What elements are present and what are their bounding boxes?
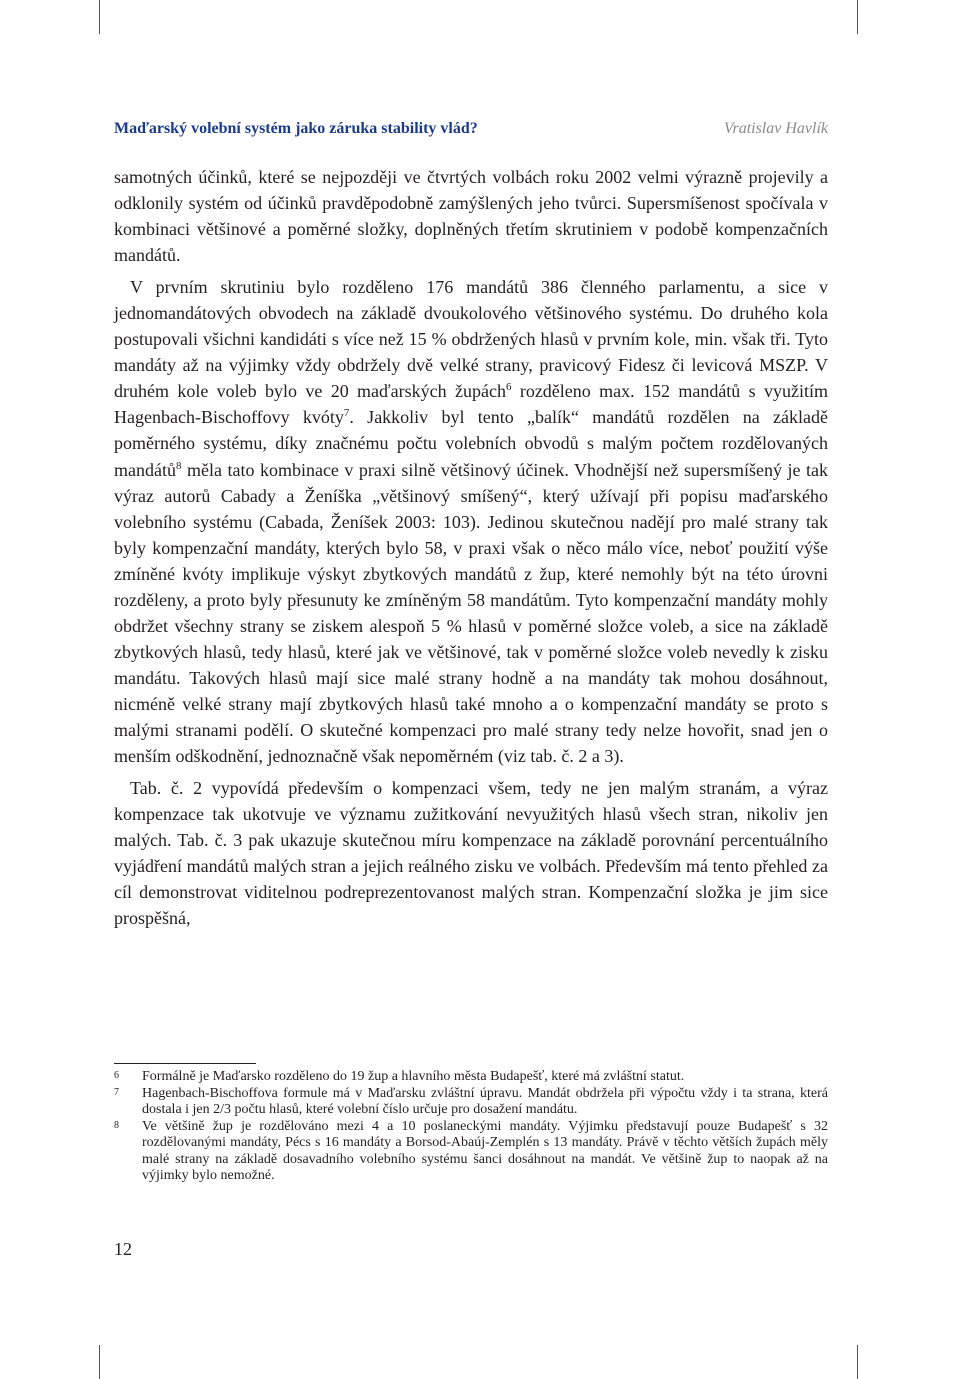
running-head	[114, 120, 828, 142]
footnote-text: Ve většině žup je rozdělováno mezi 4 a 10 poslaneckými mandáty. Výjimku představují pouze Budapešť s 32 rozdělovanými mandáty, Pécs s 16 mandáty a Borsod-Abaúj-Zemplén s 13 mandáty. Právě v těchto větších župách měly malé strany na základě dosavadního volebního systému šanci dosáhnout na mandát. Ve většině žup to naopak až na výjimky bylo nemožné.	[142, 1118, 828, 1183]
footnote-number: 7	[114, 1086, 119, 1098]
footnote-text: Hagenbach-Bischoffova formule má v Maďarsku zvláštní úpravu. Mandát obdržela při výpočtu vždy i ta strana, která dostala i jen 2/3 počtu hlasů, které volební číslo určuje pro dosažení mandátu.	[142, 1085, 828, 1117]
footnote-ref-7[interactable]: 7	[343, 407, 350, 420]
footnotes	[114, 1069, 828, 1185]
footnote-number: 8	[114, 1119, 119, 1131]
paragraph-2-part-3: . Jakkoliv byl tento „balík“ mandátů rozdělen na základě poměrného systému, díky značnému počtu volebních obvodů s malým počtem rozdělovaných mandátů	[114, 407, 828, 480]
footnote-separator	[114, 1063, 256, 1064]
footnote-7	[114, 1086, 828, 1119]
paragraph-1: samotných účinků, které se nejpozději ve čtvrtých volbách roku 2002 velmi výrazně projevily a odklonily systém od účinků pravděpodobně zamýšlených jeho tvůrci. Supersmíšenost spočívala v kombinaci většinové a poměrné složky, doplněných třetím skrutiniem v podobě kompenzačních mandátů.	[114, 167, 828, 266]
paragraph-2-part-4: měla tato kombinace v praxi silně většinový účinek. Vhodnější než supersmíšený je tak výraz autorů Cabady a Ženíška „většinový smíšený“, který užívají při popisu maďarského volebního systému (Cabada, Ženíšek 2003: 103). Jedinou skutečnou nadějí pro malé strany tak byly kompenzační mandáty, kterých bylo 58, v praxi však o něco málo více, neboť použití výše zmíněné kvóty implikuje výskyt zbytkových mandátů z žup, které nemohly být na této úrovni rozděleny, a proto byly přesunuty ke zmíněným 58 mandátům. Tyto kompenzační mandáty mohly obdržet všechny strany se ziskem alespoň 5 % hlasů v poměrné složce voleb, a sice na základě zbytkových hlasů, tedy hlasů, které jak ve většinové, tak v poměrné složce voleb nevedly k zisku mandátu. Takových hlasů mají sice malé strany hodně a na mandáty tak mohou dosáhnout, nicméně velké strany mají zbytkových hlasů také mnoho a o kompenzační mandáty se proto s malými stranami podělí. O skutečné kompenzaci pro malé strany tedy nelze hovořit, snad jen o menším odškodnění, jednoznačně však nepoměrném (viz tab. č. 2 a 3).	[114, 459, 828, 767]
paragraph-2-part-1: V prvním skrutiniu bylo rozděleno 176 mandátů 386 členného parlamentu, a sice v jednomandátových obvodech na základě dvoukolového většinového systému. Do druhého kola postupovali všichni kandidáti s více než 15 % obdržených hlasů v prvním kole, min. však tři. Tyto mandáty až na výjimky vždy obdržely dvě velké strany, pravicový Fidesz či levicová MSZP. V druhém kole voleb bylo ve 20 maďarských župách	[114, 277, 828, 402]
running-head-author: Vratislav Havlík	[723, 120, 828, 137]
paragraph-3: Tab. č. 2 vypovídá především o kompenzaci všem, tedy ne jen malým stranám, a výraz kompenzace tak ukotvuje ve významu zužitkování nevyužitých hlasů všech stran, nikoliv jen malých. Tab. č. 3 pak ukazuje skutečnou míru kompenzace na základě porovnání percentuálního vyjádření mandátů malých stran a jejich reálného zisku ve volbách. Především má tento přehled za cíl demonstrovat viditelnou podreprezentovanost malých stran. Kompenzační složka je jim sice prospěšná,	[114, 778, 828, 929]
crop-mark-bottom-right	[857, 1345, 858, 1379]
paragraph-2	[114, 274, 828, 769]
footnote-text: Formálně je Maďarsko rozděleno do 19 žup a hlavního města Budapešť, které má zvláštní statut.	[142, 1069, 685, 1084]
footnote-6	[114, 1069, 828, 1086]
paragraph-2-part-2: rozděleno max. 152 mandátů s využitím Hagenbach-Bischoffovy kvóty	[114, 381, 829, 428]
footnote-ref-8[interactable]: 8	[175, 459, 182, 472]
page-number: 12	[114, 1239, 132, 1259]
running-head-title: Maďarský volební systém jako záruka stability vlád?	[114, 120, 478, 137]
body-text	[114, 164, 828, 931]
footnote-8	[114, 1119, 828, 1185]
footnote-ref-6[interactable]: 6	[505, 381, 512, 394]
crop-mark-top-left	[99, 0, 100, 34]
footnote-number: 6	[114, 1070, 119, 1081]
crop-mark-top-right	[857, 0, 858, 34]
crop-mark-bottom-left	[99, 1345, 100, 1379]
